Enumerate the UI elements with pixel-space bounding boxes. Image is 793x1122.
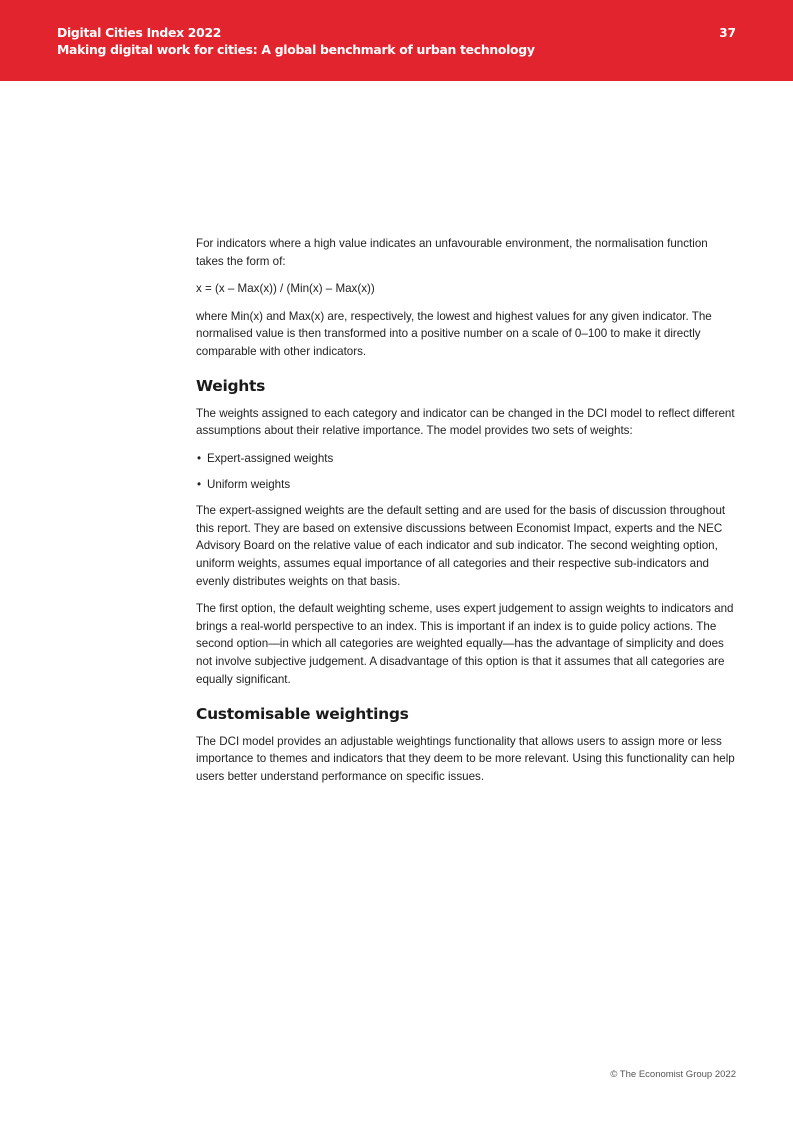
customisable-weightings-paragraph: The DCI model provides an adjustable weightings functionality that allows users to assign more or less importance to themes and indicators that they deem to be more relevant. Using this functionality can help users better understand performance on specific issues. xyxy=(196,734,735,783)
page-number: 37 xyxy=(719,26,736,40)
weights-heading: Weights xyxy=(196,376,266,395)
report-subtitle: Making digital work for cities: A global benchmark of urban technology xyxy=(57,42,535,57)
explanation-paragraph: where Min(x) and Max(x) are, respectively, the lowest and highest values for any given indicator. The normalised value is then transformed into a positive number on a scale of 0–100 to make it directly comparable with other indicators. xyxy=(196,309,712,359)
normalisation-formula: x = (x – Max(x)) / (Min(x) – Max(x)) xyxy=(196,281,375,295)
report-title: Digital Cities Index 2022 xyxy=(57,25,222,40)
page-body xyxy=(196,235,736,795)
list-item xyxy=(196,476,736,494)
footer-copyright: © The Economist Group 2022 xyxy=(610,1069,736,1080)
expert-weights-paragraph: The expert-assigned weights are the default setting and are used for the basis of discussion throughout this report. They are based on extensive discussions between Economist Impact, experts and the NEC Advisory Board on the relative value of each indicator and sub indicator. The second weighting option, uniform weights, assumes equal importance of all categories and their respective sub-indicators and evenly distributes weights on that basis. xyxy=(196,504,726,588)
first-option-paragraph: The first option, the default weighting scheme, uses expert judgement to assign weights to indicators and brings a real-world perspective to an index. This is important if an index is to guide policy actions. The second option—in which all categories are weighted equally—has the advantage of simplicity and does not involve subjective judgement. A disadvantage of this option is that it assumes that all categories are equally significant. xyxy=(196,602,734,686)
bullet-icon: • xyxy=(197,451,202,465)
intro-paragraph: For indicators where a high value indicates an unfavourable environment, the normalisation function takes the form of: xyxy=(196,237,708,268)
header-band xyxy=(0,0,793,81)
customisable-weightings-heading: Customisable weightings xyxy=(196,704,409,723)
list-item-label: Uniform weights xyxy=(207,477,291,491)
list-item xyxy=(196,450,736,468)
list-item-label: Expert-assigned weights xyxy=(207,451,334,465)
weight-options-list xyxy=(196,450,736,494)
weights-paragraph: The weights assigned to each category and indicator can be changed in the DCI model to reflect different assumptions about their relative importance. The model provides two sets of weights: xyxy=(196,406,735,438)
bullet-icon: • xyxy=(197,477,202,491)
